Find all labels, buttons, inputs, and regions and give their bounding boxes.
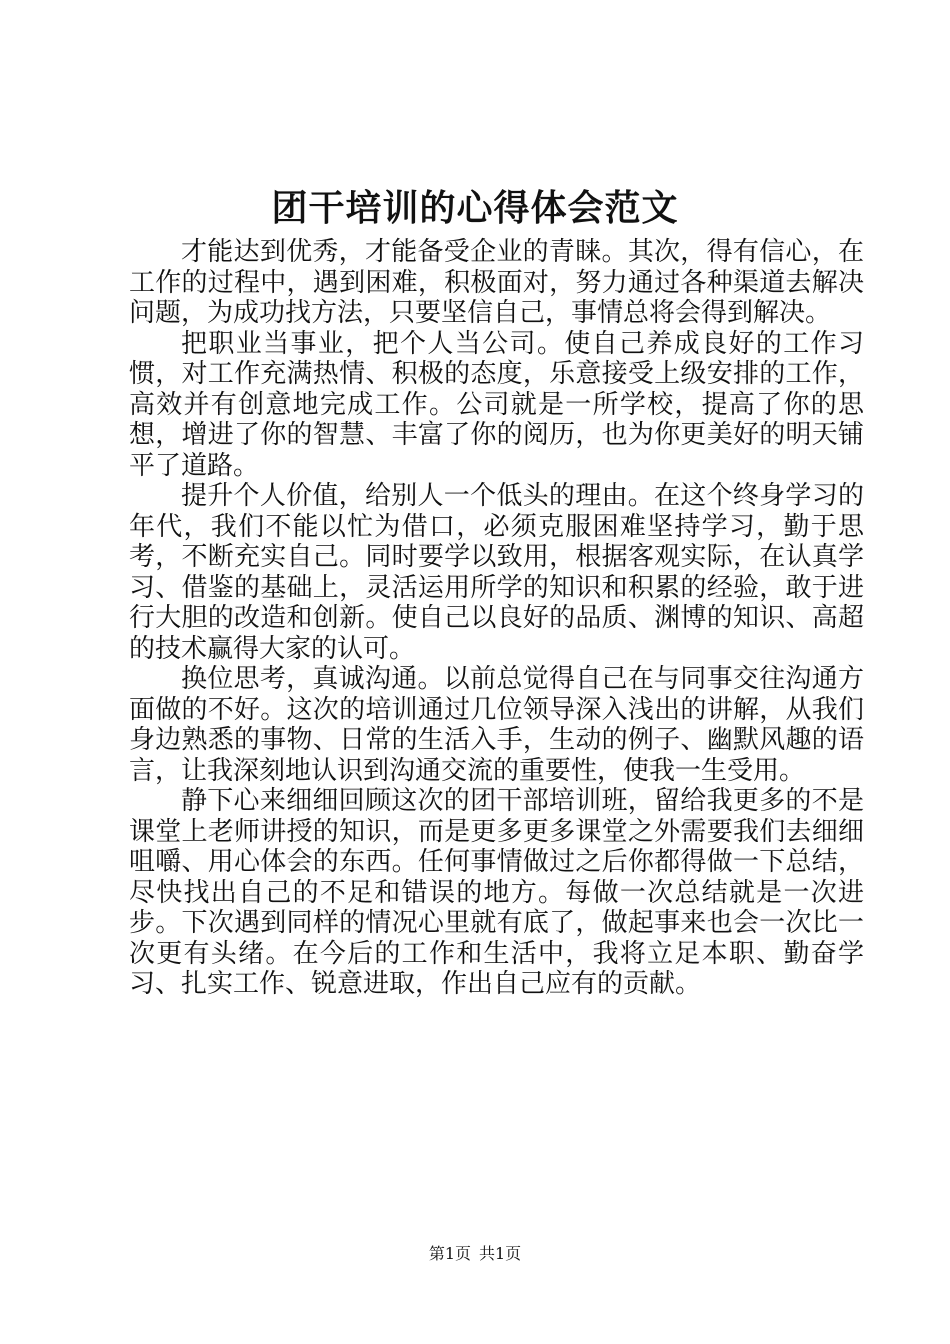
paragraph: 才能达到优秀，才能备受企业的青睐。其次，得有信心，在工作的过程中，遇到困难，积极面对，努力通过各种渠道去解决问题，为成功找方法，只要坚信自己，事情总将会得到解决。 [129, 237, 864, 328]
page-total: 共1页 [479, 1244, 522, 1263]
page-number: 第1页 [428, 1244, 471, 1263]
paragraph: 把职业当事业，把个人当公司。使自己养成良好的工作习惯，对工作充满热情、积极的态度，乐意接受上级安排的工作，高效并有创意地完成工作。公司就是一所学校，提高了你的思想，增进了你的智慧、丰富了你的阅历，也为你更美好的明天铺平了道路。 [129, 328, 864, 481]
paragraph: 静下心来细细回顾这次的团干部培训班，留给我更多的不是课堂上老师讲授的知识，而是更多更多课堂之外需要我们去细细咀嚼、用心体会的东西。任何事情做过之后你都得做一下总结，尽快找出自己的不足和错误的地方。每做一次总结就是一次进步。下次遇到同样的情况心里就有底了，做起事来也会一次比一次更有头绪。在今后的工作和生活中，我将立足本职、勤奋学习、扎实工作、锐意进取，作出自己应有的贡献。 [129, 786, 864, 999]
paragraph: 换位思考，真诚沟通。以前总觉得自己在与同事交往沟通方面做的不好。这次的培训通过几位领导深入浅出的讲解，从我们身边熟悉的事物、日常的生活入手，生动的例子、幽默风趣的语言，让我深刻地认识到沟通交流的重要性，使我一生受用。 [129, 664, 864, 786]
page-footer [0, 1244, 950, 1264]
document-body [129, 237, 864, 1000]
document-title: 团干培训的心得体会范文 [271, 187, 679, 229]
paragraph: 提升个人价值，给别人一个低头的理由。在这个终身学习的年代，我们不能以忙为借口，必须克服困难坚持学习，勤于思考，不断充实自己。同时要学以致用，根据客观实际，在认真学习、借鉴的基础上，灵活运用所学的知识和积累的经验，敢于进行大胆的改造和创新。使自己以良好的品质、渊博的知识、高超的技术赢得大家的认可。 [129, 481, 864, 664]
